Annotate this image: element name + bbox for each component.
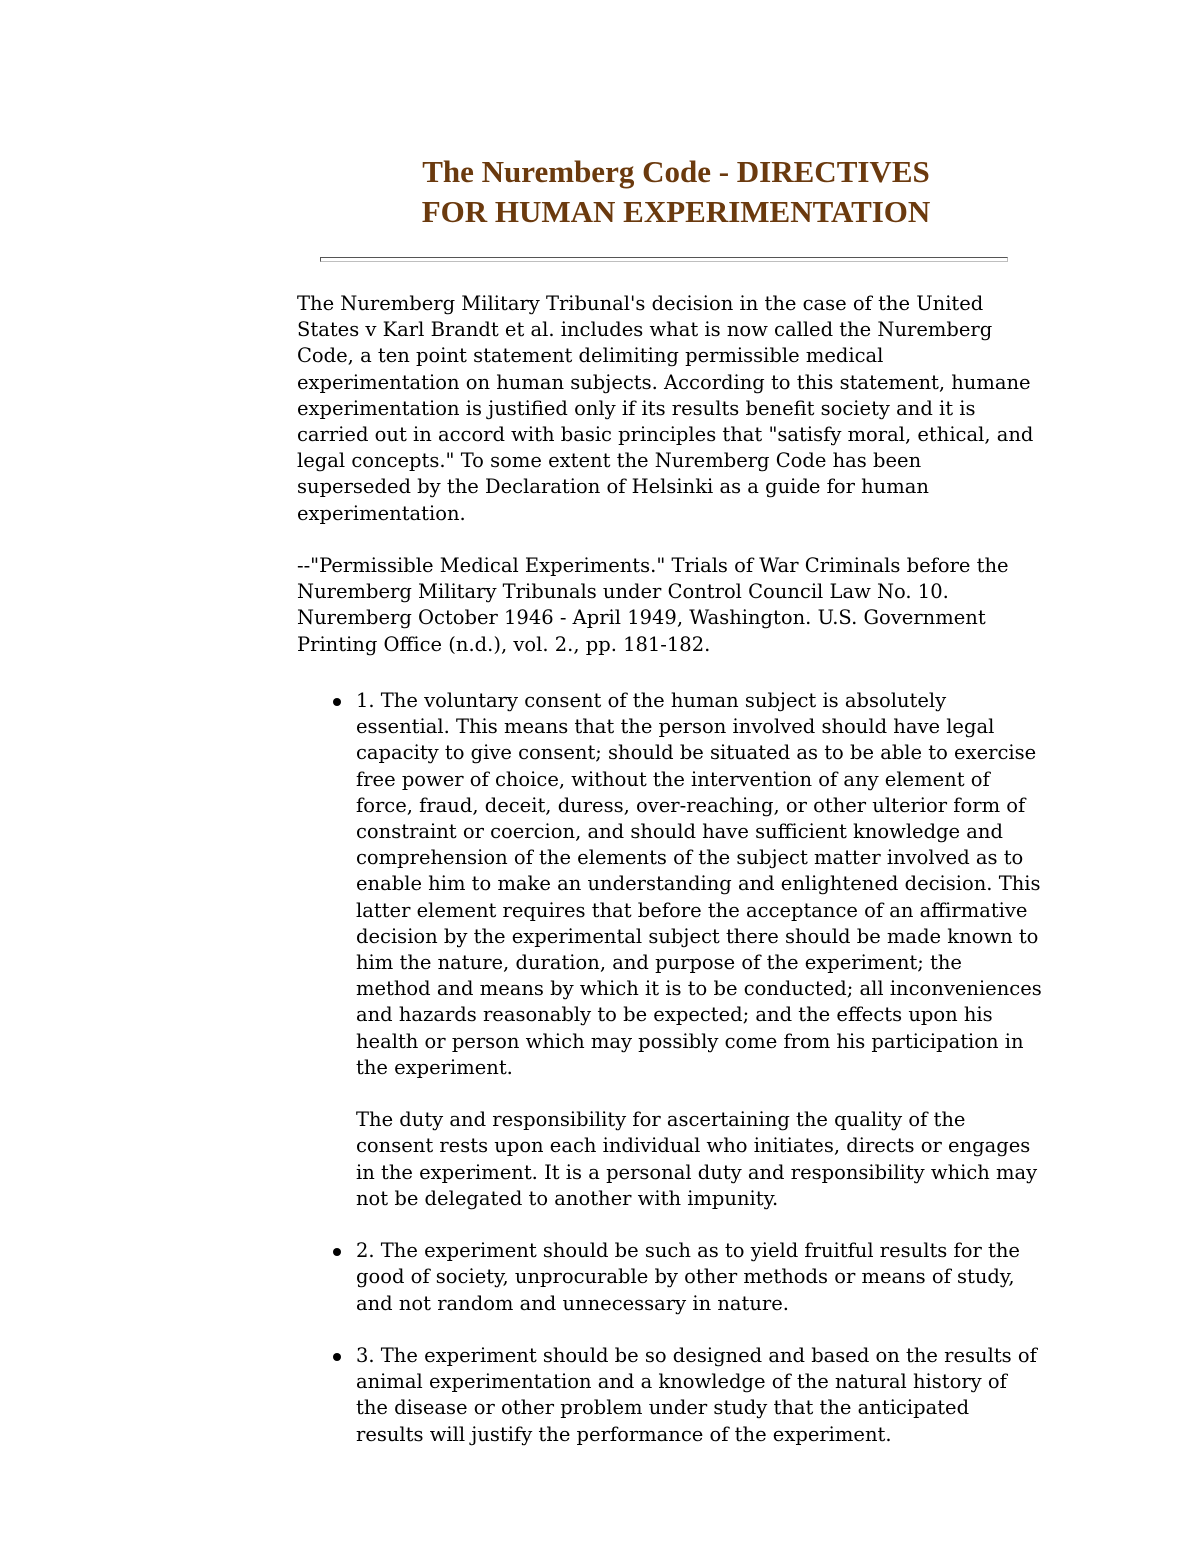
list-item — [297, 1238, 1042, 1317]
list-item — [297, 1343, 1042, 1448]
list-item-text: 3. The experiment should be so designed and based on the results of animal experimentation and a knowledge of the natural history of the disease or other problem under study that the anticipated results will justify the performance of the experiment. — [356, 1344, 1037, 1446]
bullet-icon — [333, 1248, 341, 1256]
directives-list — [297, 688, 1042, 1448]
bullet-icon — [333, 698, 341, 706]
page-title-line-1: The Nuremberg Code - DIRECTIVES — [422, 154, 930, 189]
list-item — [297, 688, 1042, 1212]
list-item-text: 2. The experiment should be such as to yield fruitful results for the good of society, unprocurable by other methods or means of study, and not random and unnecessary in nature. — [356, 1239, 1020, 1315]
list-item-text: 1. The voluntary consent of the human subject is absolutely essential. This means that the person involved should have legal capacity to give consent; should be situated as to be able to exercise free power of choice, without the intervention of any element of force, fraud, deceit, duress, over-reaching, or other ulterior form of constraint or coercion, and should have sufficient knowledge and comprehension of the elements of the subject matter involved as to enable him to make an understanding and enlightened decision. This latter element requires that before the acceptance of an affirmative decision by the experimental subject there should be made known to him the nature, duration, and purpose of the experiment; the method and means by which it is to be conducted; all inconveniences and hazards reasonably to be expected; and the effects upon his health or person which may possibly come from his participation in the experiment. — [356, 689, 1042, 1079]
horizontal-rule — [320, 257, 1008, 262]
page-title-line-2: FOR HUMAN EXPERIMENTATION — [421, 194, 931, 229]
page-title — [300, 152, 1052, 232]
list-item-text-continued: The duty and responsibility for ascertaining the quality of the consent rests upon each individual who initiates, directs or engages in the experiment. It is a personal duty and responsibility which may not be delegated to another with impunity. — [356, 1108, 1038, 1210]
intro-paragraph: The Nuremberg Military Tribunal's decision in the case of the United States v Karl Brandt et al. includes what is now called the Nuremberg Code, a ten point statement delimiting permissible medical experimentation on human subjects. According to this statement, humane experimentation is justified only if its results benefit society and it is carried out in accord with basic principles that "satisfy moral, ethical, and legal concepts." To some extent the Nuremberg Code has been superseded by the Declaration of Helsinki as a guide for human experimentation. — [297, 292, 1034, 525]
citation-paragraph: --"Permissible Medical Experiments." Trials of War Criminals before the Nuremberg Military Tribunals under Control Council Law No. 10. Nuremberg October 1946 - April 1949, Washington. U.S. Government Printing Office (n.d.), vol. 2., pp. 181-182. — [297, 554, 1009, 656]
bullet-icon — [333, 1353, 341, 1361]
